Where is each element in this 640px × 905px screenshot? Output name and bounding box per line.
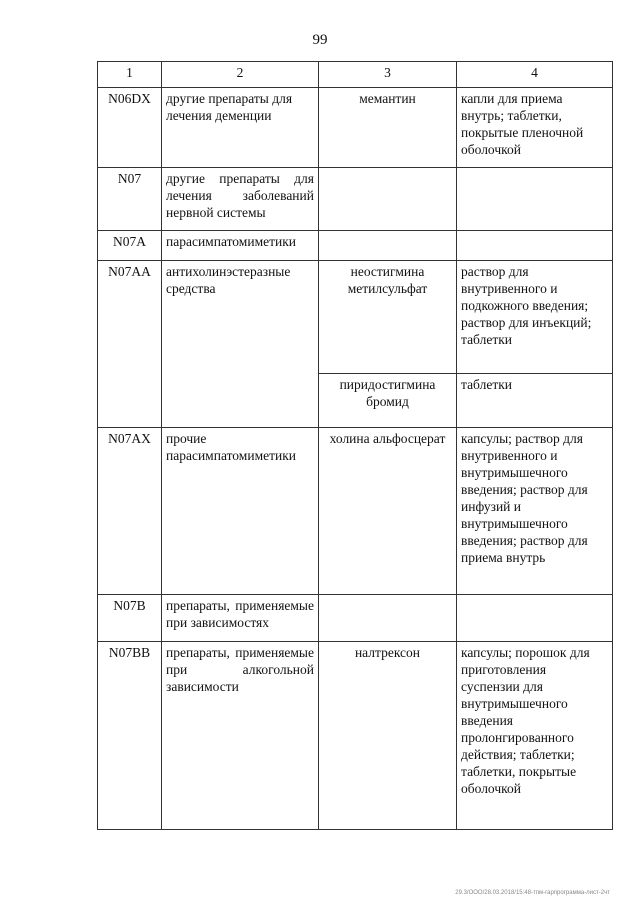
drug-group: препараты, применяемые при зависимостях: [162, 595, 319, 642]
footer-stamp: 29.3/ООО/28.03.2018/15:48-тпм-гарпрограмма-лист-2чт: [455, 890, 610, 896]
drug-group: парасимпатомиметики: [162, 231, 319, 261]
table-row: [98, 595, 613, 642]
drug-group: антихолинэстеразные средства: [162, 261, 319, 428]
dosage-forms: капсулы; раствор для внутривенного и внутримышечного введения; раствор для инфузий и внутримышечного введения; раствор для приема внутрь: [457, 428, 613, 595]
drug-name: [319, 595, 457, 642]
table-row: [98, 231, 613, 261]
drug-name: неостигмина метилсульфат: [319, 261, 457, 374]
atc-code: N07A: [98, 231, 162, 261]
drug-name: [319, 231, 457, 261]
page-number: 99: [312, 32, 328, 48]
header-col-1: 1: [98, 62, 162, 88]
dosage-forms: раствор для внутривенного и подкожного введения; раствор для инъекций; таблетки: [457, 261, 613, 374]
dosage-forms: [457, 595, 613, 642]
atc-code: N07B: [98, 595, 162, 642]
header-col-3: 3: [319, 62, 457, 88]
dosage-forms: [457, 168, 613, 231]
drug-name: пиридостигмина бромид: [319, 374, 457, 428]
atc-code: N06DX: [98, 88, 162, 168]
atc-code: N07BB: [98, 642, 162, 830]
drug-group: другие препараты для лечения деменции: [162, 88, 319, 168]
atc-code: N07AA: [98, 261, 162, 428]
atc-code: N07: [98, 168, 162, 231]
drug-name: [319, 168, 457, 231]
drug-group: другие препараты для лечения заболеваний нервной системы: [162, 168, 319, 231]
drug-group: прочие парасимпатомиметики: [162, 428, 319, 595]
dosage-forms: капли для приема внутрь; таблетки, покрытые пленочной оболочкой: [457, 88, 613, 168]
header-col-2: 2: [162, 62, 319, 88]
table-row: [98, 642, 613, 830]
drug-name: холина альфосцерат: [319, 428, 457, 595]
drug-table: [97, 61, 613, 830]
table-row: [98, 88, 613, 168]
drug-group: препараты, применяемые при алкогольной зависимости: [162, 642, 319, 830]
dosage-forms: [457, 231, 613, 261]
header-col-4: 4: [457, 62, 613, 88]
dosage-forms: капсулы; порошок для приготовления суспензии для внутримышечного введения пролонгированного действия; таблетки; таблетки, покрытые оболочкой: [457, 642, 613, 830]
table-row: [98, 261, 613, 374]
drug-name: налтрексон: [319, 642, 457, 830]
drug-name: мемантин: [319, 88, 457, 168]
atc-code: N07AX: [98, 428, 162, 595]
table-header-row: [98, 62, 613, 88]
table-row: [98, 168, 613, 231]
table-row: [98, 428, 613, 595]
dosage-forms: таблетки: [457, 374, 613, 428]
